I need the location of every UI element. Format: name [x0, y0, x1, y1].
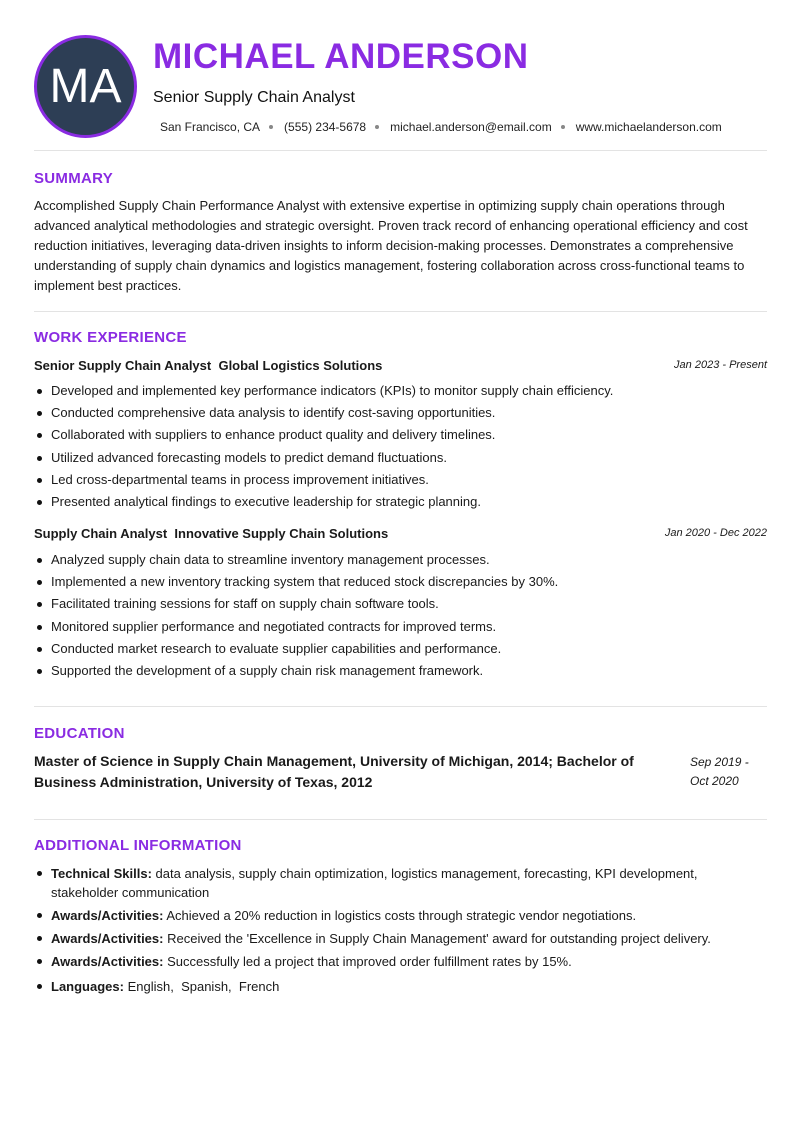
- list-item: Supported the development of a supply chain risk management framework.: [34, 662, 767, 684]
- education-date-end: Oct 2020: [690, 774, 739, 788]
- list-item: [34, 906, 767, 925]
- job-dates: Jan 2023 - Present: [674, 359, 767, 371]
- list-item: Presented analytical findings to executive leadership for strategic planning.: [34, 493, 767, 515]
- info-label: Awards/Activities:: [51, 954, 164, 969]
- list-item: [34, 864, 767, 902]
- job-header: [34, 358, 767, 376]
- info-text: Successfully led a project that improved order fulfillment rates by 15%.: [167, 954, 572, 969]
- info-label: Languages:: [51, 979, 124, 994]
- separator-dot: [269, 125, 273, 129]
- education-heading: EDUCATION: [34, 725, 125, 742]
- contact-email: michael.anderson@email.com: [390, 120, 552, 134]
- job-role: Supply Chain Analyst: [34, 526, 168, 541]
- contact-website: www.michaelanderson.com: [575, 120, 722, 134]
- education-text: Master of Science in Supply Chain Management, University of Michigan, 2014; Bachelor of Business Administration, University of Texas, 2012: [34, 753, 634, 790]
- list-item: Developed and implemented key performance indicators (KPIs) to monitor supply chain efficiency.: [34, 382, 767, 404]
- info-label: Awards/Activities:: [51, 908, 164, 923]
- list-item: Monitored supplier performance and negotiated contracts for improved terms.: [34, 618, 767, 640]
- info-text: Received the 'Excellence in Supply Chain Management' award for outstanding project delivery.: [167, 931, 711, 946]
- contact-location: San Francisco, CA: [160, 120, 261, 134]
- additional-heading: ADDITIONAL INFORMATION: [34, 837, 242, 854]
- list-item: Led cross-departmental teams in process improvement initiatives.: [34, 471, 767, 493]
- list-item: Utilized advanced forecasting models to predict demand fluctuations.: [34, 449, 767, 471]
- contact-line: [160, 120, 722, 134]
- experience-heading: WORK EXPERIENCE: [34, 329, 187, 346]
- education-dates: [690, 753, 770, 791]
- list-item: [34, 977, 767, 996]
- contact-phone: (555) 234-5678: [284, 120, 367, 134]
- separator-dot: [561, 125, 565, 129]
- education-date-start: Sep 2019 -: [690, 755, 749, 769]
- list-item: Collaborated with suppliers to enhance product quality and delivery timelines.: [34, 426, 767, 448]
- list-item: [34, 929, 767, 948]
- list-item: Facilitated training sessions for staff on supply chain software tools.: [34, 595, 767, 617]
- separator-dot: [375, 125, 379, 129]
- list-item: Implemented a new inventory tracking system that reduced stock discrepancies by 30%.: [34, 573, 767, 595]
- info-text: data analysis, supply chain optimization, logistics management, forecasting, KPI development, stakeholder communication: [51, 866, 698, 900]
- job-company: Innovative Supply Chain Solutions: [174, 526, 389, 541]
- resume-header: [0, 0, 800, 150]
- section-divider: [34, 706, 767, 707]
- additional-list: [34, 864, 767, 1000]
- summary-heading: SUMMARY: [34, 170, 114, 187]
- list-item: Conducted comprehensive data analysis to identify cost-saving opportunities.: [34, 404, 767, 426]
- job-header: [34, 526, 767, 544]
- job-bullets: [34, 551, 767, 684]
- summary-text: Accomplished Supply Chain Performance Analyst with extensive expertise in optimizing supply chain operations through advanced analytical methodologies and strategic oversight. Proven track record of enhancing operational efficiency and cost reduction initiatives, leveraging data-driven insights to inform decision-making processes. Demonstrates a comprehensive understanding of supply chain dynamics and logistics management, fostering collaboration across cross-functional teams to implement best practices.: [34, 198, 748, 293]
- job-company: Global Logistics Solutions: [218, 358, 383, 373]
- job-bullets: [34, 382, 767, 515]
- info-label: Awards/Activities:: [51, 931, 164, 946]
- job-dates: Jan 2020 - Dec 2022: [664, 527, 767, 539]
- section-divider: [34, 150, 767, 151]
- avatar-initials: MA: [49, 60, 122, 113]
- avatar: [34, 35, 137, 138]
- list-item: Analyzed supply chain data to streamline inventory management processes.: [34, 551, 767, 573]
- job-role: Senior Supply Chain Analyst: [34, 358, 212, 373]
- info-label: Technical Skills:: [51, 866, 152, 881]
- candidate-name: MICHAEL ANDERSON: [153, 37, 529, 76]
- list-item: Conducted market research to evaluate supplier capabilities and performance.: [34, 640, 767, 662]
- section-divider: [34, 819, 767, 820]
- info-text: Achieved a 20% reduction in logistics costs through strategic vendor negotiations.: [166, 908, 637, 923]
- section-divider: [34, 311, 767, 312]
- candidate-title: Senior Supply Chain Analyst: [153, 89, 355, 106]
- list-item: [34, 952, 767, 971]
- info-text: English, Spanish, French: [127, 979, 280, 994]
